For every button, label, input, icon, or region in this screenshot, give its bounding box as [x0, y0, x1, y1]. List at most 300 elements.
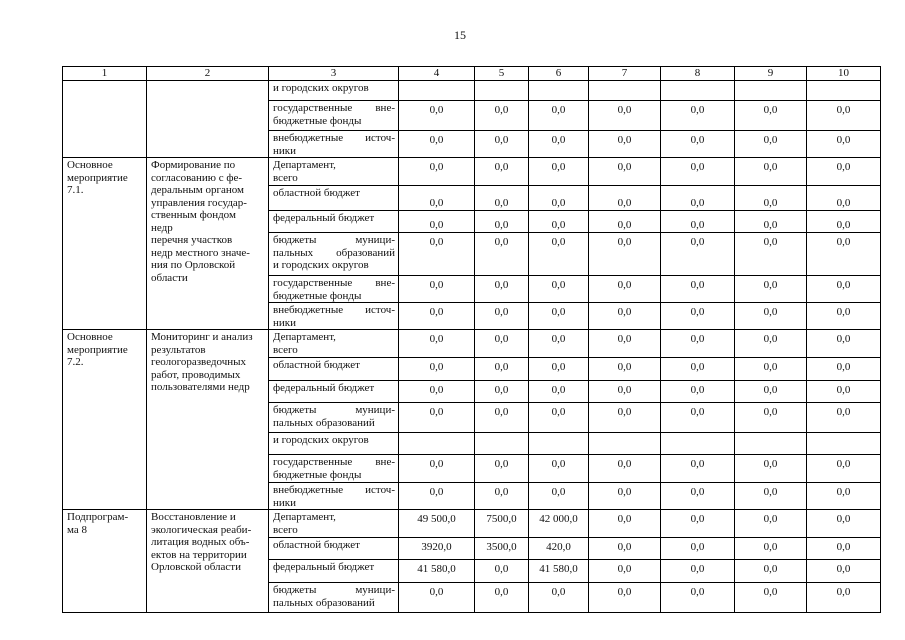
amount-value: 0,0: [690, 384, 705, 396]
text-line: управления государ-: [151, 196, 247, 209]
amount-value: 0,0: [836, 384, 851, 396]
amount-cell: [807, 101, 881, 131]
amount-cell: [589, 81, 661, 101]
amount-cell: [589, 101, 661, 131]
amount-value: 0,0: [429, 458, 444, 470]
text-line: бюджетные фонды: [273, 289, 362, 302]
amount-value: 0,0: [690, 306, 705, 318]
amount-cell: [661, 455, 735, 483]
amount-value: 0,0: [429, 104, 444, 116]
amount-value: 0,0: [617, 333, 632, 345]
text-line: всего: [273, 343, 298, 356]
amount-value: 0,0: [763, 541, 778, 553]
funding-source-cell: [269, 81, 399, 101]
amount-value: 0,0: [494, 218, 509, 231]
amount-value: 0,0: [617, 236, 632, 248]
amount-cell: [529, 358, 589, 381]
amount-value: 0,0: [763, 196, 778, 209]
funding-source-cell: [269, 455, 399, 483]
activity-code-cell: [63, 158, 147, 330]
text-line: внебюджетные источ-: [273, 304, 395, 316]
amount-cell: [807, 483, 881, 510]
amount-value: 0,0: [551, 218, 566, 231]
amount-value: 0,0: [763, 384, 778, 396]
text-line: деральным органом: [151, 184, 244, 196]
amount-cell: [735, 101, 807, 131]
amount-cell: [399, 81, 475, 101]
text-line: государственные вне-: [273, 277, 395, 289]
amount-cell: [735, 303, 807, 330]
text-line: ектов на территории: [151, 548, 247, 561]
amount-cell: [529, 101, 589, 131]
amount-cell: [807, 403, 881, 433]
amount-cell: [399, 233, 475, 276]
amount-value: 0,0: [763, 406, 778, 418]
activity-code-cell: [63, 330, 147, 510]
amount-cell: [529, 330, 589, 358]
funding-source-cell: [269, 510, 399, 538]
amount-value: 0,0: [617, 196, 632, 209]
table-row: [63, 81, 881, 101]
amount-value: 0,0: [836, 406, 851, 418]
funding-source-cell: [269, 233, 399, 276]
amount-value: 0,0: [690, 458, 705, 470]
amount-value: 0,0: [836, 134, 851, 146]
amount-value: 0,0: [836, 486, 851, 498]
amount-cell: [399, 560, 475, 583]
amount-value: 0,0: [763, 586, 778, 598]
amount-cell: [807, 303, 881, 330]
amount-cell: [661, 433, 735, 455]
amount-cell: [735, 560, 807, 583]
amount-value: 0,0: [551, 458, 566, 470]
text-line: Орловской области: [151, 561, 241, 573]
amount-value: 0,0: [429, 134, 444, 146]
amount-cell: [807, 358, 881, 381]
text-line: Департамент,: [273, 159, 336, 171]
column-header: 3: [269, 67, 399, 81]
text-line: геологоразведочных: [151, 356, 247, 368]
amount-value: 0,0: [617, 486, 632, 498]
amount-cell: [475, 560, 529, 583]
text-line: работ, проводимых: [151, 368, 241, 381]
amount-value: 0,0: [763, 279, 778, 291]
funding-source-cell: [269, 330, 399, 358]
amount-cell: [399, 358, 475, 381]
amount-cell: [735, 455, 807, 483]
page-number: 15: [454, 28, 466, 42]
amount-cell: [475, 433, 529, 455]
amount-value: 0,0: [429, 361, 444, 373]
text-line: федеральный бюджет: [273, 561, 375, 573]
amount-cell: [475, 233, 529, 276]
amount-value: 0,0: [494, 486, 509, 498]
amount-cell: [399, 303, 475, 330]
text-line: 7.2.: [67, 356, 84, 368]
amount-cell: [475, 131, 529, 158]
amount-value: 0,0: [836, 361, 851, 373]
amount-cell: [589, 455, 661, 483]
funding-source-cell: [269, 560, 399, 583]
text-line: и городских округов: [273, 82, 369, 94]
text-line: Формирование по: [151, 159, 236, 171]
amount-value: 3500,0: [486, 541, 517, 553]
column-header: 5: [475, 67, 529, 81]
amount-value: 0,0: [617, 134, 632, 146]
column-header: 4: [399, 67, 475, 81]
amount-value: 0,0: [836, 563, 851, 575]
text-line: Департамент,: [273, 331, 336, 343]
amount-cell: [807, 560, 881, 583]
text-line: областной бюджет: [273, 187, 360, 199]
text-line: областной бюджет: [273, 539, 360, 551]
amount-value: 0,0: [763, 236, 778, 248]
amount-value: 0,0: [836, 236, 851, 248]
amount-cell: [529, 381, 589, 403]
amount-cell: [475, 276, 529, 303]
text-line: экологическая реаби-: [151, 523, 252, 536]
amount-cell: [529, 455, 589, 483]
amount-value: 0,0: [617, 458, 632, 470]
amount-value: 49 500,0: [417, 513, 456, 525]
amount-cell: [475, 381, 529, 403]
activity-description-cell: [147, 330, 269, 510]
text-line: пользователями недр: [151, 381, 250, 393]
amount-value: 0,0: [763, 333, 778, 345]
amount-value: 0,0: [494, 333, 509, 345]
amount-value: 0,0: [494, 384, 509, 396]
amount-value: 0,0: [617, 279, 632, 291]
amount-value: 0,0: [763, 161, 778, 173]
amount-value: 0,0: [690, 134, 705, 146]
amount-cell: [589, 131, 661, 158]
amount-cell: [589, 433, 661, 455]
amount-value: 41 580,0: [417, 563, 456, 575]
amount-cell: [589, 303, 661, 330]
amount-value: 0,0: [494, 563, 509, 575]
amount-value: 0,0: [494, 104, 509, 116]
amount-cell: [661, 330, 735, 358]
amount-cell: [589, 538, 661, 560]
amount-cell: [661, 583, 735, 613]
amount-value: 0,0: [494, 134, 509, 146]
amount-cell: [661, 303, 735, 330]
amount-cell: [589, 158, 661, 186]
text-line: всего: [273, 171, 298, 184]
amount-cell: [589, 381, 661, 403]
amount-cell: [661, 560, 735, 583]
amount-cell: [399, 186, 475, 211]
amount-value: 420,0: [546, 541, 571, 553]
column-header: 10: [807, 67, 881, 81]
amount-cell: [661, 158, 735, 186]
text-line: перечня участков: [151, 234, 233, 246]
amount-value: 0,0: [763, 513, 778, 525]
column-header: 9: [735, 67, 807, 81]
amount-cell: [589, 560, 661, 583]
column-header: 2: [147, 67, 269, 81]
activity-description-cell: [147, 81, 269, 158]
amount-value: 0,0: [690, 104, 705, 116]
text-line: пальных образований: [273, 416, 375, 429]
table-body: [63, 81, 881, 613]
text-line: области: [151, 271, 188, 284]
amount-value: 0,0: [690, 218, 705, 231]
amount-value: 0,0: [617, 161, 632, 173]
amount-cell: [807, 131, 881, 158]
header-row: [63, 67, 881, 81]
amount-cell: [807, 330, 881, 358]
amount-cell: [475, 158, 529, 186]
amount-value: 0,0: [836, 513, 851, 525]
amount-value: 0,0: [494, 196, 509, 209]
amount-value: 0,0: [551, 586, 566, 598]
amount-value: 0,0: [551, 236, 566, 248]
activity-description-cell: [147, 158, 269, 330]
text-line: 7.1.: [67, 184, 84, 196]
amount-cell: [475, 330, 529, 358]
amount-value: 0,0: [690, 486, 705, 498]
text-line: недр: [151, 221, 173, 234]
amount-cell: [399, 101, 475, 131]
amount-cell: [399, 583, 475, 613]
funding-source-cell: [269, 358, 399, 381]
amount-value: 0,0: [836, 161, 851, 173]
funding-source-cell: [269, 211, 399, 233]
amount-cell: [589, 510, 661, 538]
amount-value: 0,0: [494, 458, 509, 470]
amount-value: 0,0: [763, 361, 778, 373]
text-line: пальных образований: [273, 596, 375, 609]
amount-cell: [529, 560, 589, 583]
amount-value: 0,0: [494, 406, 509, 418]
amount-cell: [589, 330, 661, 358]
text-line: и городских округов: [273, 434, 369, 446]
amount-cell: [399, 433, 475, 455]
amount-value: 0,0: [551, 104, 566, 116]
amount-cell: [475, 81, 529, 101]
text-line: мероприятие: [67, 343, 128, 356]
amount-cell: [589, 403, 661, 433]
amount-value: 0,0: [690, 236, 705, 248]
amount-value: 0,0: [429, 279, 444, 291]
amount-value: 0,0: [617, 541, 632, 553]
amount-cell: [807, 381, 881, 403]
text-line: бюджетные фонды: [273, 114, 362, 127]
amount-value: 0,0: [763, 306, 778, 318]
amount-cell: [399, 211, 475, 233]
text-line: федеральный бюджет: [273, 212, 375, 224]
text-line: недр местного значе-: [151, 246, 250, 259]
amount-cell: [661, 101, 735, 131]
amount-value: 0,0: [429, 218, 444, 231]
amount-cell: [475, 101, 529, 131]
text-line: ма 8: [67, 523, 88, 536]
text-line: федеральный бюджет: [273, 382, 375, 394]
text-line: ники: [273, 144, 297, 157]
table-row: [63, 510, 881, 538]
text-line: Основное: [67, 331, 113, 343]
amount-value: 0,0: [617, 104, 632, 116]
amount-value: 0,0: [429, 161, 444, 173]
text-line: ния по Орловской: [151, 259, 236, 271]
amount-cell: [529, 510, 589, 538]
text-line: областной бюджет: [273, 359, 360, 371]
amount-cell: [589, 358, 661, 381]
amount-cell: [529, 433, 589, 455]
amount-value: 0,0: [551, 333, 566, 345]
amount-value: 0,0: [429, 586, 444, 598]
amount-value: 0,0: [494, 161, 509, 173]
amount-cell: [807, 158, 881, 186]
amount-cell: [475, 186, 529, 211]
amount-cell: [399, 483, 475, 510]
amount-cell: [661, 276, 735, 303]
amount-cell: [475, 303, 529, 330]
amount-value: 0,0: [551, 306, 566, 318]
table-row: [63, 158, 881, 186]
text-line: государственные вне-: [273, 456, 395, 468]
amount-cell: [807, 186, 881, 211]
amount-cell: [807, 455, 881, 483]
amount-value: 0,0: [690, 161, 705, 173]
text-line: ственным фондом: [151, 209, 236, 221]
amount-value: 0,0: [494, 236, 509, 248]
text-line: Подпрограм-: [67, 511, 129, 523]
amount-cell: [807, 233, 881, 276]
amount-cell: [661, 211, 735, 233]
amount-value: 0,0: [836, 218, 851, 231]
funding-source-cell: [269, 583, 399, 613]
amount-cell: [529, 303, 589, 330]
text-line: Мониторинг и анализ: [151, 331, 253, 343]
amount-cell: [529, 233, 589, 276]
amount-cell: [735, 538, 807, 560]
amount-cell: [661, 510, 735, 538]
amount-value: 0,0: [429, 384, 444, 396]
amount-value: 0,0: [617, 218, 632, 231]
text-line: согласованию с фе-: [151, 171, 243, 184]
funding-source-cell: [269, 403, 399, 433]
amount-cell: [399, 158, 475, 186]
amount-cell: [661, 403, 735, 433]
amount-cell: [807, 538, 881, 560]
amount-cell: [589, 186, 661, 211]
amount-value: 0,0: [763, 104, 778, 116]
amount-cell: [529, 211, 589, 233]
amount-cell: [807, 211, 881, 233]
amount-cell: [399, 538, 475, 560]
amount-value: 0,0: [690, 586, 705, 598]
amount-cell: [735, 233, 807, 276]
amount-value: 0,0: [617, 361, 632, 373]
text-line: бюджеты муници-: [273, 234, 395, 246]
amount-value: 0,0: [429, 333, 444, 345]
amount-value: 0,0: [617, 513, 632, 525]
amount-value: 0,0: [617, 306, 632, 318]
amount-value: 0,0: [690, 513, 705, 525]
amount-cell: [529, 538, 589, 560]
amount-cell: [661, 358, 735, 381]
amount-cell: [475, 403, 529, 433]
amount-value: 0,0: [836, 458, 851, 470]
text-line: Восстановление и: [151, 511, 236, 523]
budget-table: [62, 66, 881, 613]
amount-cell: [529, 583, 589, 613]
amount-cell: [529, 81, 589, 101]
amount-cell: [661, 233, 735, 276]
amount-cell: [529, 403, 589, 433]
text-line: Основное: [67, 159, 113, 171]
amount-cell: [735, 81, 807, 101]
amount-value: 7500,0: [486, 513, 517, 525]
text-line: ники: [273, 316, 297, 329]
amount-value: 0,0: [494, 306, 509, 318]
amount-cell: [399, 510, 475, 538]
text-line: результатов: [151, 343, 206, 356]
amount-cell: [529, 131, 589, 158]
text-line: бюджетные фонды: [273, 468, 362, 481]
amount-cell: [399, 330, 475, 358]
amount-value: 0,0: [551, 361, 566, 373]
column-header: 6: [529, 67, 589, 81]
amount-cell: [661, 381, 735, 403]
amount-cell: [589, 211, 661, 233]
amount-cell: [589, 233, 661, 276]
funding-source-cell: [269, 303, 399, 330]
text-line: мероприятие: [67, 171, 128, 184]
amount-cell: [399, 131, 475, 158]
text-line: пальных образований: [273, 246, 395, 259]
funding-source-cell: [269, 433, 399, 455]
amount-value: 0,0: [836, 196, 851, 209]
amount-value: 0,0: [763, 486, 778, 498]
amount-value: 0,0: [617, 384, 632, 396]
amount-value: 0,0: [836, 104, 851, 116]
amount-value: 0,0: [690, 279, 705, 291]
amount-cell: [661, 483, 735, 510]
amount-cell: [399, 276, 475, 303]
amount-value: 0,0: [617, 563, 632, 575]
amount-cell: [529, 186, 589, 211]
amount-value: 0,0: [836, 586, 851, 598]
funding-source-cell: [269, 276, 399, 303]
amount-value: 0,0: [494, 586, 509, 598]
amount-value: 0,0: [551, 196, 566, 209]
amount-cell: [735, 211, 807, 233]
table-row: [63, 330, 881, 358]
amount-cell: [529, 158, 589, 186]
funding-source-cell: [269, 186, 399, 211]
amount-value: 0,0: [763, 218, 778, 231]
amount-value: 0,0: [836, 279, 851, 291]
amount-value: 42 000,0: [539, 513, 578, 525]
amount-cell: [735, 403, 807, 433]
amount-cell: [807, 583, 881, 613]
amount-value: 3920,0: [421, 541, 452, 553]
text-line: государственные вне-: [273, 102, 395, 114]
amount-value: 0,0: [836, 333, 851, 345]
amount-cell: [399, 381, 475, 403]
column-header: 1: [63, 67, 147, 81]
text-line: литация водных объ-: [151, 536, 250, 548]
amount-value: 0,0: [690, 361, 705, 373]
amount-cell: [475, 455, 529, 483]
text-line: бюджеты муници-: [273, 404, 395, 416]
text-line: внебюджетные источ-: [273, 484, 395, 496]
amount-value: 0,0: [763, 458, 778, 470]
amount-value: 0,0: [690, 563, 705, 575]
